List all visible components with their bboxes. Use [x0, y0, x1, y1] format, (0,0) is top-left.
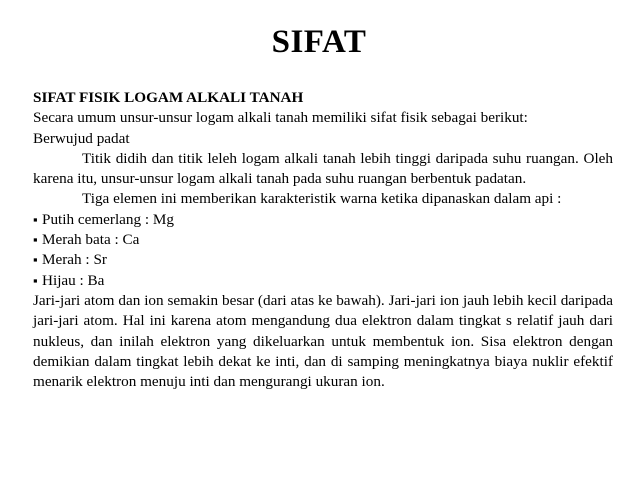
flame-color-item-ba: ▪ Hijau : Ba: [33, 271, 613, 291]
atomic-radius-paragraph: Jari-jari atom dan ion semakin besar (dari atas ke bawah). Jari-jari ion jauh lebih kecil daripada jari-jari atom. Hal ini karena atom mengandung dua elektron dalam tingkat s relatif jauh dari nukleus, dan inilah elektron yang dikeluarkan untuk membentuk ion. Sisa elektron dengan demikian dalam tingkat lebih dekat ke inti, dan di samping meningkatnya biaya nuklir efektif menarik elektron menuju inti dan mengurangi ukuran ion.: [33, 291, 613, 391]
state-text: Berwujud padat: [33, 129, 130, 147]
flame-color-item-sr: ▪ Merah : Sr: [33, 250, 613, 270]
melting-point-paragraph: Titik didih dan titik leleh logam alkali tanah lebih tinggi daripada suhu ruangan. Oleh karena itu, unsur-unsur logam alkali tanah pada suhu ruangan berbentuk padatan.: [33, 149, 613, 188]
flame-color-paragraph: Tiga elemen ini memberikan karakteristik warna ketika dipanaskan dalam api :: [82, 190, 562, 208]
flame-color-item-mg: ▪ Putih cemerlang : Mg: [33, 210, 613, 230]
section-heading: SIFAT FISIK LOGAM ALKALI TANAH: [33, 89, 304, 106]
slide-body: [33, 88, 613, 392]
intro-text: Secara umum unsur-unsur logam alkali tanah memiliki sifat fisik sebagai berikut:: [33, 109, 528, 127]
flame-color-item-ca: ▪ Merah bata : Ca: [33, 230, 613, 250]
flame-color-list: [33, 210, 613, 291]
slide-title: SIFAT: [271, 24, 367, 60]
